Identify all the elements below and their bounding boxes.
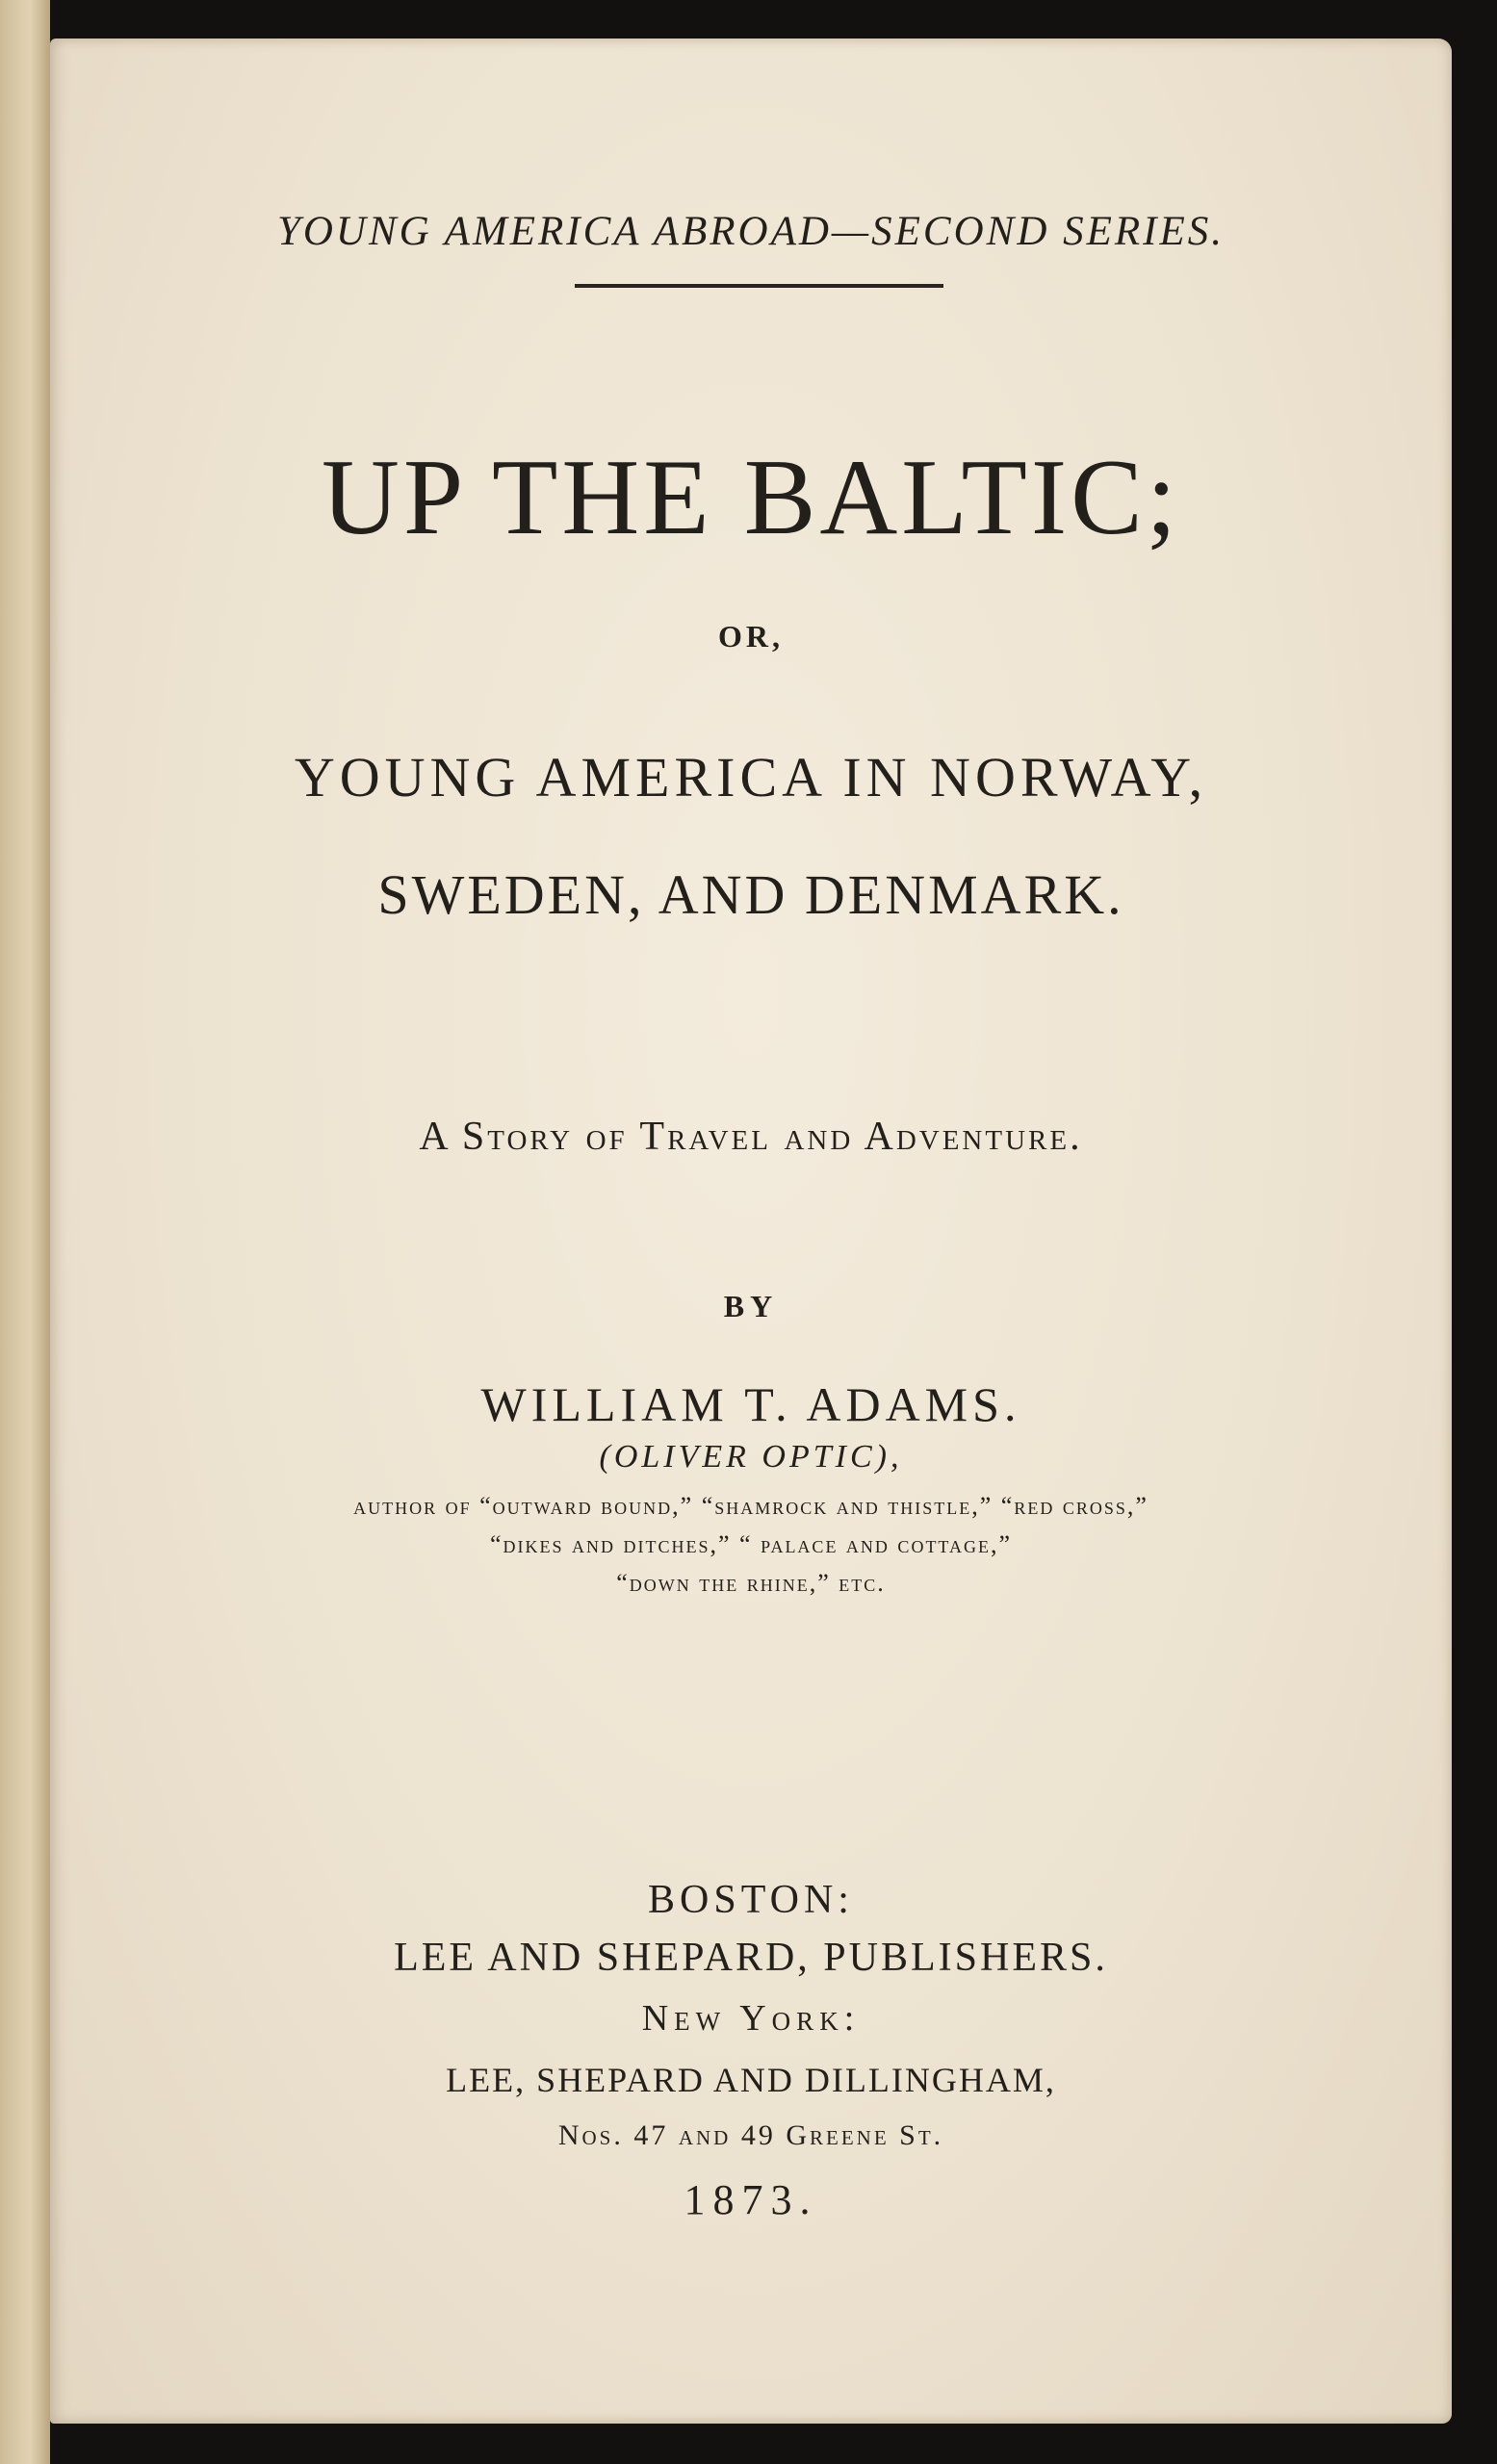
imprint-year: 1873.: [684, 2176, 818, 2223]
imprint-address: Nos. 47 and 49 Greene St.: [557, 2119, 944, 2151]
imprint-city: BOSTON:: [648, 1878, 854, 1922]
author-pseudonym: (OLIVER OPTIC),: [599, 1439, 903, 1475]
subtitle-line-1: YOUNG AMERICA IN NORWAY,: [294, 746, 1208, 808]
previous-page-edge: [0, 0, 50, 2464]
other-works-line: “dikes and ditches,” “ palace and cottage,”: [489, 1530, 1013, 1558]
other-works-line: author of “outward bound,” “shamrock and thistle,” “red cross,”: [353, 1492, 1149, 1520]
series-heading: YOUNG AMERICA ABROAD—SECOND SERIES.: [276, 209, 1226, 254]
imprint-city-2: New York:: [641, 1998, 861, 2039]
author-name: WILLIAM T. ADAMS.: [480, 1377, 1021, 1431]
other-works-line: “down the rhine,” etc.: [616, 1569, 886, 1597]
heading-rule: [575, 284, 943, 288]
title-conjunction: OR,: [718, 619, 784, 654]
book-title: UP THE BALTIC;: [322, 438, 1180, 557]
subtitle-line-2: SWEDEN, AND DENMARK.: [377, 863, 1124, 926]
by-line: BY: [723, 1289, 779, 1323]
imprint-publisher-2: LEE, SHEPARD AND DILLINGHAM,: [446, 2061, 1056, 2099]
genre-line: A Story of Travel and Adventure.: [419, 1115, 1083, 1159]
imprint-publisher: LEE AND SHEPARD, PUBLISHERS.: [394, 1936, 1108, 1980]
